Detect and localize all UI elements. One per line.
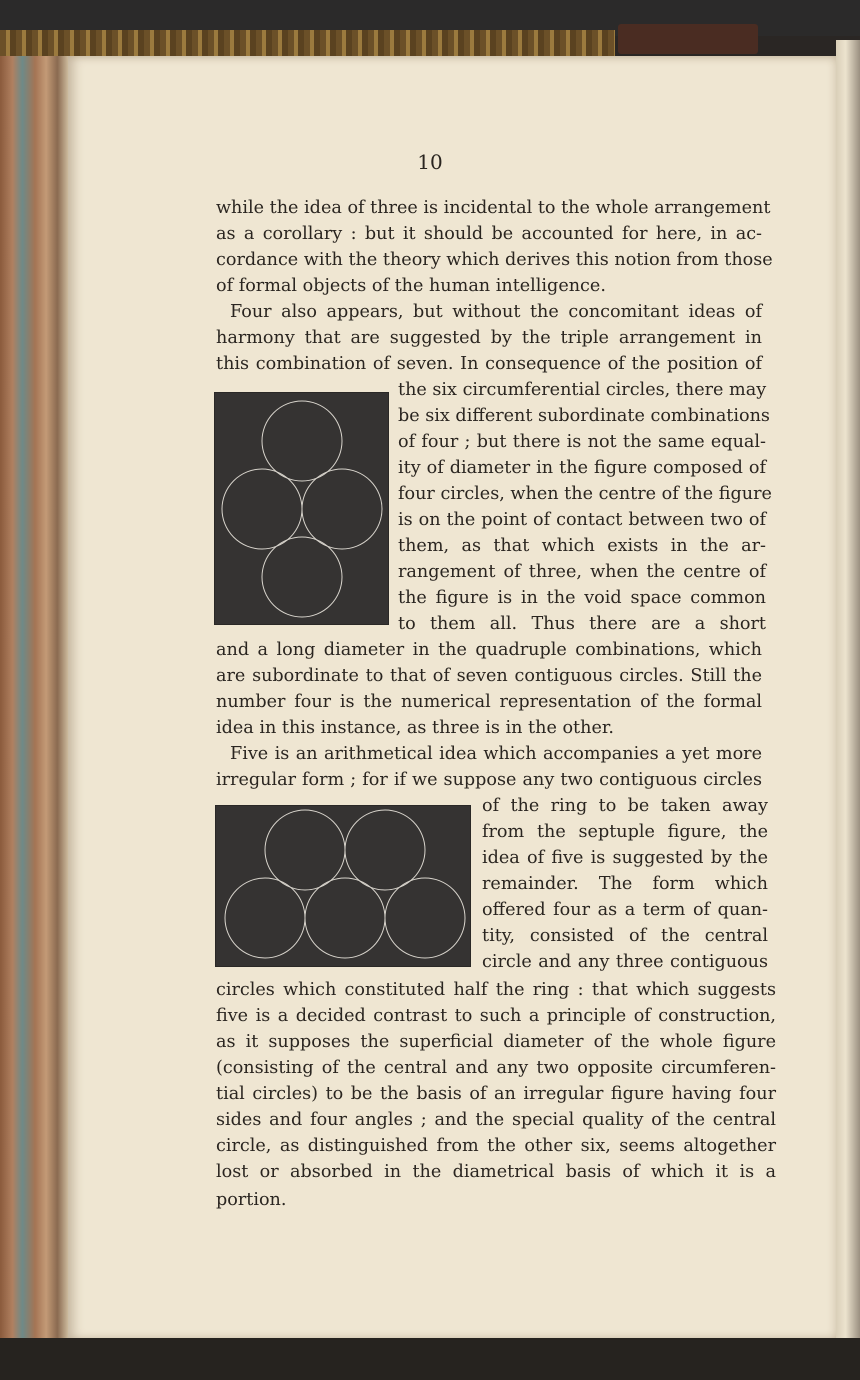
- book-bottom-edge: [0, 1338, 860, 1380]
- text-line: the figure is in the void space common: [398, 588, 766, 608]
- figure-circle: [302, 469, 382, 549]
- four-circles-figure: [215, 393, 388, 624]
- text-line: rangement of three, when the centre of: [398, 562, 766, 582]
- figure-circle: [385, 878, 465, 958]
- five-circles-svg: [216, 806, 470, 966]
- figure-circle: [305, 878, 385, 958]
- text-line: as a corollary : but it should be accounted for here, in ac-: [216, 224, 762, 244]
- text-line: remainder. The form which: [482, 874, 768, 894]
- text-line: Four also appears, but without the concomitant ideas of: [230, 302, 762, 322]
- text-line: of the ring to be taken away: [482, 796, 768, 816]
- facing-page-edge: [836, 40, 860, 1340]
- page-number: 10: [417, 150, 443, 174]
- text-line: idea of five is suggested by the: [482, 848, 768, 868]
- figure-circle: [265, 810, 345, 890]
- text-line: circle and any three contiguous: [482, 952, 768, 972]
- text-line: of formal objects of the human intelligence.: [216, 276, 606, 296]
- text-line: to them all. Thus there are a short: [398, 614, 766, 634]
- text-line: of four ; but there is not the same equal-: [398, 432, 766, 452]
- text-line: idea in this instance, as three is in the other.: [216, 718, 614, 738]
- text-line: Five is an arithmetical idea which accompanies a yet more: [230, 744, 762, 764]
- text-line: tity, consisted of the central: [482, 926, 768, 946]
- text-line: irregular form ; for if we suppose any two contiguous circles: [216, 770, 762, 790]
- text-line: from the septuple figure, the: [482, 822, 768, 842]
- text-line: while the idea of three is incidental to the whole arrangement: [216, 198, 771, 218]
- text-line: offered four as a term of quan-: [482, 900, 768, 920]
- text-line: (consisting of the central and any two opposite circumferen-: [216, 1058, 776, 1078]
- text-line: four circles, when the centre of the figure: [398, 484, 772, 504]
- bookmark-ribbon: [618, 24, 758, 54]
- text-line: them, as that which exists in the ar-: [398, 536, 766, 556]
- four-circles-svg: [215, 393, 388, 624]
- figure-circle: [262, 537, 342, 617]
- figure-circle: [262, 401, 342, 481]
- text-line: harmony that are suggested by the triple arrangement in: [216, 328, 762, 348]
- text-line: sides and four angles ; and the special quality of the central: [216, 1110, 776, 1130]
- text-line: this combination of seven. In consequence of the position of: [216, 354, 762, 374]
- five-circles-figure: [216, 806, 470, 966]
- text-line: tial circles) to be the basis of an irregular figure having four: [216, 1084, 776, 1104]
- text-line: lost or absorbed in the diametrical basis of which it is a: [216, 1162, 776, 1182]
- text-line: are subordinate to that of seven contiguous circles. Still the: [216, 666, 762, 686]
- text-line: be six different subordinate combinations: [398, 406, 770, 426]
- text-line: cordance with the theory which derives this notion from those: [216, 250, 773, 270]
- page-edge-stack: [0, 56, 70, 1340]
- figure-circle: [345, 810, 425, 890]
- text-line: circles which constituted half the ring : that which suggests: [216, 980, 776, 1000]
- text-line: is on the point of contact between two of: [398, 510, 766, 530]
- text-line: number four is the numerical representation of the formal: [216, 692, 762, 712]
- figure-circle: [225, 878, 305, 958]
- text-line: ity of diameter in the figure composed of: [398, 458, 766, 478]
- figure-circle: [222, 469, 302, 549]
- text-line: and a long diameter in the quadruple combinations, which: [216, 640, 762, 660]
- text-line: circle, as distinguished from the other six, seems altogether: [216, 1136, 776, 1156]
- text-line: as it supposes the superficial diameter of the whole figure: [216, 1032, 776, 1052]
- text-line: five is a decided contrast to such a principle of construction,: [216, 1006, 776, 1026]
- text-line: portion.: [216, 1190, 287, 1210]
- text-line: the six circumferential circles, there may: [398, 380, 767, 400]
